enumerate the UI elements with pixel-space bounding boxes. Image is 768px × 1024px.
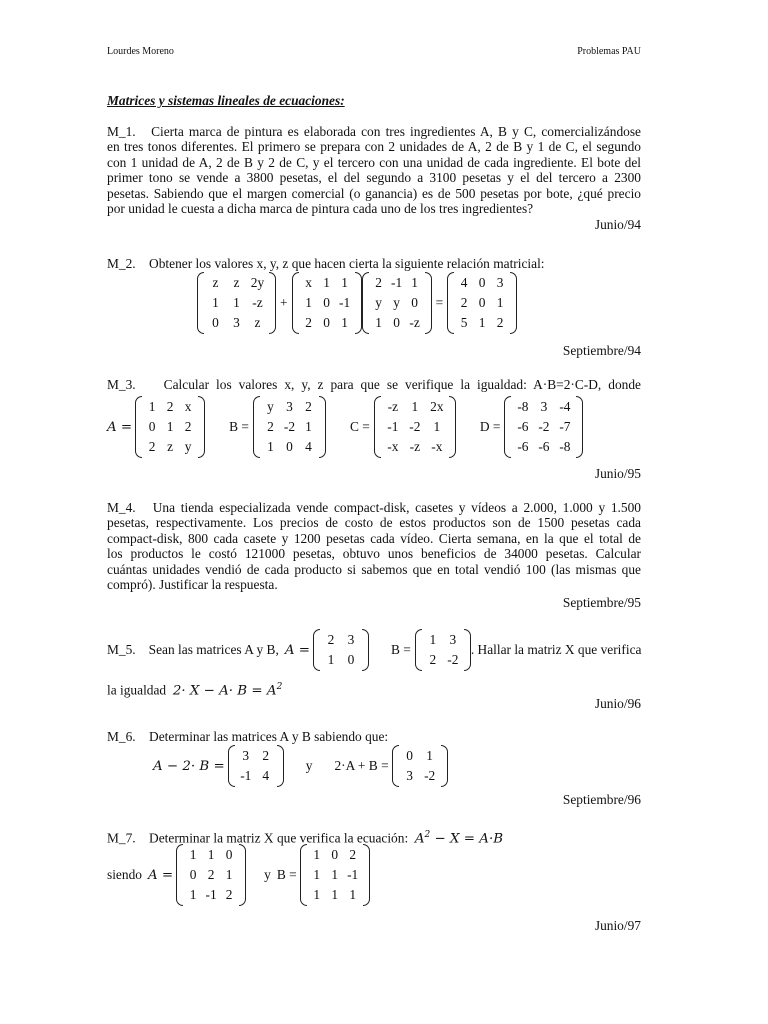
matrix-cell: 4 xyxy=(460,275,468,290)
matrix-cell: 1 xyxy=(212,295,219,310)
matrix-cell: 4 xyxy=(305,439,312,454)
matrix-row xyxy=(382,397,448,417)
matrix-right-bracket xyxy=(363,844,370,906)
matrix xyxy=(197,272,276,334)
section-title: Matrices y sistemas lineales de ecuaciones: xyxy=(107,93,345,108)
matrix-cell: 2 xyxy=(148,439,156,454)
matrix-cell: 1 xyxy=(433,419,441,434)
matrix-right-bracket xyxy=(449,396,456,458)
matrix-cell: 1 xyxy=(166,419,174,434)
matrix-cell: -z xyxy=(252,295,263,310)
matrix-cell: 2 xyxy=(184,419,192,434)
matrix-right-bracket xyxy=(362,629,369,671)
equation: A − 2· B = xyxy=(153,758,225,774)
matrix-row xyxy=(400,766,440,786)
matrix-label: D = xyxy=(479,419,501,434)
matrix-left-bracket xyxy=(292,272,299,334)
matrix-cell: 1 xyxy=(327,652,335,667)
matrix-label: B = xyxy=(229,419,249,434)
problem-label: M_1. xyxy=(107,124,136,139)
problem-m5-heading xyxy=(107,629,641,671)
matrix-left-bracket xyxy=(176,844,183,906)
matrix-cell: 1 xyxy=(331,887,339,902)
matrix-row xyxy=(261,397,318,417)
matrix-cell: x xyxy=(184,399,192,414)
matrix-label: A = xyxy=(147,867,174,883)
problem-text-line: primer tono se vende a 3800 pesetas, el del segundo a 3100 pesetas y el del tercero a 2300 xyxy=(107,170,641,186)
matrix-left-bracket xyxy=(228,745,235,787)
problem-text: siendo xyxy=(107,867,142,882)
problem-text-line: con 1 unidad de A, 2 de B y 2 de C, y el tercero con una unidad de cada ingrediente. El bote del xyxy=(107,154,641,170)
problem-text: Obtener los valores x, y, z que hacen cierta la siguiente relación matricial: xyxy=(149,256,545,271)
matrix-cell: z xyxy=(233,275,240,290)
matrix-cell: 2y xyxy=(250,275,265,290)
matrix-row xyxy=(308,885,362,905)
matrix-right-bracket xyxy=(510,272,517,334)
matrix-row xyxy=(370,293,424,313)
matrix-cell: 3 xyxy=(286,399,293,414)
problem-m6-heading xyxy=(107,729,388,744)
problem-m4 xyxy=(107,500,641,592)
matrix-row xyxy=(143,397,197,417)
matrix-cell: -2 xyxy=(424,768,436,783)
problem-text: Determinar las matrices A y B sabiendo que: xyxy=(149,729,389,744)
matrix-cell: y xyxy=(267,399,274,414)
matrix-cell: 0 xyxy=(478,275,486,290)
matrix-row xyxy=(400,746,440,766)
matrix-row xyxy=(512,417,575,437)
matrix-cell: -2 xyxy=(538,419,550,434)
problem-date: Septiembre/94 xyxy=(562,343,641,358)
problem-text: Sean las matrices A y B, xyxy=(148,642,279,657)
matrix-cell: 1 xyxy=(225,867,233,882)
matrix-label: C = xyxy=(350,419,370,434)
matrix-label: A = xyxy=(107,419,133,435)
problem-text-line: pesetas. Sabiendo que el margen comercial (o ganancia) es de 500 pesetas por bote, ¿qué precio xyxy=(107,185,641,201)
matrix-right-bracket xyxy=(355,272,362,334)
matrix xyxy=(292,272,362,334)
matrix-cell: 2 xyxy=(496,315,504,330)
matrix-left-bracket xyxy=(313,629,320,671)
matrix-grid xyxy=(299,272,355,334)
matrix-label: A = xyxy=(284,642,310,658)
matrix xyxy=(228,745,284,787)
matrix-cell: 1 xyxy=(305,295,312,310)
matrix xyxy=(504,396,583,458)
matrix-left-bracket xyxy=(197,272,204,334)
matrix-cell: -1 xyxy=(390,275,403,290)
problem-label: M_4. xyxy=(107,500,136,515)
matrix-cell: 1 xyxy=(305,419,312,434)
matrix-row xyxy=(512,397,575,417)
matrix-cell: 1 xyxy=(323,275,330,290)
problem-date: Septiembre/95 xyxy=(562,595,641,610)
matrix-row xyxy=(184,845,238,865)
matrix-cell: -1 xyxy=(387,419,399,434)
matrix-cell: -7 xyxy=(559,419,571,434)
matrix-cell: 2 xyxy=(166,399,174,414)
equation: 2·A + B = xyxy=(334,758,389,773)
matrix-cell: 1 xyxy=(478,315,486,330)
matrix-cell: 0 xyxy=(478,295,486,310)
matrix-cell: -x xyxy=(387,439,399,454)
matrix-cell: 1 xyxy=(233,295,240,310)
matrix-row xyxy=(455,293,509,313)
matrix xyxy=(362,272,432,334)
problem-text: . Hallar la matriz X que verifica xyxy=(470,642,642,657)
matrix-row xyxy=(512,437,575,457)
matrix-left-bracket xyxy=(362,272,369,334)
m2-equation xyxy=(197,272,517,334)
matrix-cell: 0 xyxy=(406,748,413,763)
matrix-row xyxy=(308,865,362,885)
matrix-row xyxy=(236,766,276,786)
matrix xyxy=(313,629,369,671)
matrix-cell: 2 xyxy=(327,632,335,647)
problem-label: M_2. xyxy=(107,256,136,271)
matrix-row xyxy=(382,417,448,437)
matrix-cell: 1 xyxy=(313,847,321,862)
matrix-cell: y xyxy=(184,439,192,454)
matrix-row xyxy=(236,746,276,766)
matrix-row xyxy=(423,650,463,670)
matrix xyxy=(176,844,246,906)
matrix-row xyxy=(455,313,509,333)
matrix-row xyxy=(321,650,361,670)
matrix-grid xyxy=(381,396,449,458)
matrix-cell: y xyxy=(375,295,382,310)
matrix-cell: 1 xyxy=(189,847,197,862)
matrix-cell: 1 xyxy=(375,315,382,330)
matrix-grid xyxy=(422,629,464,671)
matrix-right-bracket xyxy=(464,629,471,671)
matrix-cell: -6 xyxy=(517,439,529,454)
matrix-cell: 2 xyxy=(207,867,215,882)
matrix-cell: 1 xyxy=(426,748,433,763)
matrix-cell: 3 xyxy=(242,748,250,763)
matrix-row xyxy=(184,885,238,905)
matrix-left-bracket xyxy=(504,396,511,458)
matrix-cell: 0 xyxy=(189,867,197,882)
equation: − X = A·B xyxy=(430,831,504,847)
matrix xyxy=(447,272,517,334)
matrix-row xyxy=(455,273,509,293)
matrix-cell: z xyxy=(254,315,261,330)
matrix-cell: 3 xyxy=(406,768,413,783)
matrix-cell: 1 xyxy=(207,847,215,862)
matrix-left-bracket xyxy=(447,272,454,334)
plus-sign: + xyxy=(280,295,288,310)
matrix xyxy=(253,396,326,458)
problem-text-line: los productos le costó 121000 pesetas, obtuvo unos beneficios de 34000 pesetas. Calcular xyxy=(107,546,641,562)
matrix-cell: 1 xyxy=(313,887,321,902)
matrix-row xyxy=(300,273,354,293)
matrix-cell: 1 xyxy=(411,275,418,290)
matrix-cell: 3 xyxy=(347,632,355,647)
matrix-right-bracket xyxy=(425,272,432,334)
matrix-cell: 2 xyxy=(225,887,233,902)
matrix-row xyxy=(184,865,238,885)
matrix-row xyxy=(300,293,354,313)
header-author: Lourdes Moreno xyxy=(107,46,174,57)
matrix-row xyxy=(261,437,318,457)
matrix-cell: y xyxy=(393,295,400,310)
exponent: 2 xyxy=(424,830,431,840)
matrix-cell: 2x xyxy=(430,399,444,414)
matrix-grid xyxy=(260,396,319,458)
matrix-grid xyxy=(511,396,576,458)
matrix-left-bracket xyxy=(392,745,399,787)
problem-m3-heading xyxy=(107,377,641,392)
matrix-cell: -6 xyxy=(517,419,529,434)
problem-text-line: compró). Justificar la respuesta. xyxy=(107,577,278,593)
matrix-left-bracket xyxy=(415,629,422,671)
matrix-cell: 0 xyxy=(225,847,233,862)
matrix-row xyxy=(423,630,463,650)
matrix-row xyxy=(261,417,318,437)
matrix-cell: -z xyxy=(409,439,421,454)
matrix-cell: 0 xyxy=(286,439,293,454)
matrix-cell: 3 xyxy=(496,275,504,290)
matrix-row xyxy=(370,313,424,333)
problem-m1 xyxy=(107,124,641,216)
matrix-cell: -2 xyxy=(283,419,296,434)
matrix-cell: -1 xyxy=(205,887,217,902)
matrix-grid xyxy=(454,272,510,334)
matrix-cell: -1 xyxy=(347,867,359,882)
problem-date: Junio/94 xyxy=(594,217,641,232)
exponent: 2 xyxy=(276,682,283,692)
matrix-cell: -z xyxy=(387,399,399,414)
problem-label: M_7. xyxy=(107,830,136,846)
matrix-right-bracket xyxy=(269,272,276,334)
matrix-left-bracket xyxy=(374,396,381,458)
conjunction: y xyxy=(305,758,313,773)
problem-text-line: en tres tonos diferentes. El primero se prepara con 2 unidades de A, 2 de B y 1 de C, el segundo xyxy=(107,139,641,155)
matrix-cell: x xyxy=(305,275,312,290)
matrix-left-bracket xyxy=(135,396,142,458)
matrix-cell: 2 xyxy=(267,419,274,434)
matrix-cell: 0 xyxy=(331,847,339,862)
matrix-cell: -2 xyxy=(409,419,421,434)
matrix-row xyxy=(205,313,268,333)
matrix-cell: 3 xyxy=(233,315,240,330)
problem-date: Junio/97 xyxy=(594,918,641,933)
matrix-cell: 2 xyxy=(429,652,437,667)
matrix-row xyxy=(143,417,197,437)
matrix-cell: 0 xyxy=(323,315,330,330)
matrix-cell: 1 xyxy=(313,867,321,882)
matrix-right-bracket xyxy=(239,844,246,906)
matrix xyxy=(374,396,456,458)
matrix-row xyxy=(382,437,448,457)
matrix-row xyxy=(300,313,354,333)
matrix-row xyxy=(308,845,362,865)
matrix-cell: -1 xyxy=(338,295,351,310)
matrix-cell: 4 xyxy=(262,768,270,783)
matrix-cell: 1 xyxy=(148,399,156,414)
matrix xyxy=(135,396,205,458)
matrix-cell: 2 xyxy=(305,399,312,414)
header-subject: Problemas PAU xyxy=(577,46,641,57)
matrix-cell: 0 xyxy=(323,295,330,310)
matrix-cell: 2 xyxy=(262,748,270,763)
matrix-grid xyxy=(320,629,362,671)
matrix xyxy=(300,844,370,906)
matrix-cell: -4 xyxy=(559,399,571,414)
matrix-grid xyxy=(204,272,269,334)
matrix-cell: 2 xyxy=(349,847,357,862)
matrix-cell: 1 xyxy=(411,399,419,414)
problem-text-line: pesetas, respectivamente. Los precios de costo de estos productos son de 1500 pesetas cada xyxy=(107,515,641,531)
matrix-cell: z xyxy=(167,439,174,454)
matrix-left-bracket xyxy=(300,844,307,906)
problem-m5-line2 xyxy=(107,680,282,699)
problem-text-line: por unidad le cuesta a dicha marca de pintura cada uno de los tres ingredientes? xyxy=(107,201,534,217)
matrix-right-bracket xyxy=(277,745,284,787)
matrix-left-bracket xyxy=(253,396,260,458)
m6-equation xyxy=(153,745,448,787)
matrix-row xyxy=(321,630,361,650)
matrix-cell: 1 xyxy=(341,315,348,330)
matrix-cell: -2 xyxy=(447,652,459,667)
m7-matrices xyxy=(107,844,370,906)
problem-text-line: compact-disk, 800 cada casete y 1200 pesetas cada vídeo. Cierta semana, en la que el total de xyxy=(107,530,641,546)
matrix-cell: -8 xyxy=(517,399,529,414)
problem-label: M_6. xyxy=(107,729,136,744)
problem-text-line: Cierta marca de pintura es elaborada con tres ingredientes A, B y C, comercializándose xyxy=(151,124,641,139)
matrix-cell: -8 xyxy=(559,439,571,454)
matrix-cell: 1 xyxy=(429,632,437,647)
matrix-cell: 3 xyxy=(449,632,457,647)
matrix-grid xyxy=(183,844,239,906)
matrix xyxy=(392,745,448,787)
matrix-right-bracket xyxy=(441,745,448,787)
problem-text: Calcular los valores x, y, z para que se verifique la igualdad: A·B=2·C-D, donde xyxy=(163,377,642,392)
matrix-cell: 0 xyxy=(347,652,355,667)
problem-label: M_3. xyxy=(107,377,136,392)
matrix-cell: 2 xyxy=(460,295,468,310)
matrix-right-bracket xyxy=(198,396,205,458)
matrix-label: B = xyxy=(390,642,411,657)
problem-date: Junio/96 xyxy=(594,696,641,711)
matrix-cell: 5 xyxy=(460,315,468,330)
problem-m2-heading xyxy=(107,256,545,271)
matrix-cell: 2 xyxy=(305,315,312,330)
matrix-cell: 2 xyxy=(375,275,382,290)
matrix-grid xyxy=(369,272,425,334)
matrix xyxy=(415,629,471,671)
problem-date: Junio/95 xyxy=(594,466,641,481)
matrix-row xyxy=(205,273,268,293)
problem-label: M_5. xyxy=(107,642,136,657)
equation: 2· X − A· B = A xyxy=(172,683,277,699)
matrix-cell: 0 xyxy=(393,315,400,330)
matrix-grid xyxy=(235,745,277,787)
matrix-cell: 1 xyxy=(267,439,274,454)
conjunction: y xyxy=(264,867,271,882)
matrix-cell: -6 xyxy=(538,439,550,454)
matrix-row xyxy=(205,293,268,313)
equals-sign: = xyxy=(435,295,444,310)
matrix-cell: z xyxy=(212,275,219,290)
problem-date: Septiembre/96 xyxy=(562,792,641,807)
problem-text-line: cuántas unidades vendió de cada producto si sabemos que en total vendió 100 (las mismas que xyxy=(107,561,641,577)
problem-text: Determinar la matriz X que verifica la ecuación: xyxy=(149,830,409,846)
matrix-right-bracket xyxy=(576,396,583,458)
matrix-row xyxy=(143,437,197,457)
matrix-grid xyxy=(142,396,198,458)
equation: A xyxy=(414,831,425,847)
matrix-grid xyxy=(399,745,441,787)
matrix-cell: 1 xyxy=(341,275,348,290)
matrix-cell: 0 xyxy=(212,315,219,330)
problem-text-line: Una tienda especializada vende compact-disk, casetes y vídeos a 2.000, 1.000 y 1.500 xyxy=(152,500,641,515)
matrix-label: B = xyxy=(276,867,297,882)
matrix-cell: 3 xyxy=(540,399,548,414)
matrix-cell: -x xyxy=(431,439,443,454)
matrix-cell: 1 xyxy=(331,867,339,882)
matrix-cell: -1 xyxy=(240,768,252,783)
m3-matrices xyxy=(107,396,583,458)
matrix-right-bracket xyxy=(319,396,326,458)
matrix-row xyxy=(370,273,424,293)
matrix-cell: -z xyxy=(409,315,420,330)
matrix-cell: 1 xyxy=(189,887,197,902)
matrix-grid xyxy=(307,844,363,906)
problem-text: la igualdad xyxy=(107,682,167,698)
matrix-cell: 0 xyxy=(148,419,156,434)
matrix-cell: 1 xyxy=(496,295,504,310)
matrix-cell: 1 xyxy=(349,887,357,902)
matrix-cell: 0 xyxy=(411,295,418,310)
